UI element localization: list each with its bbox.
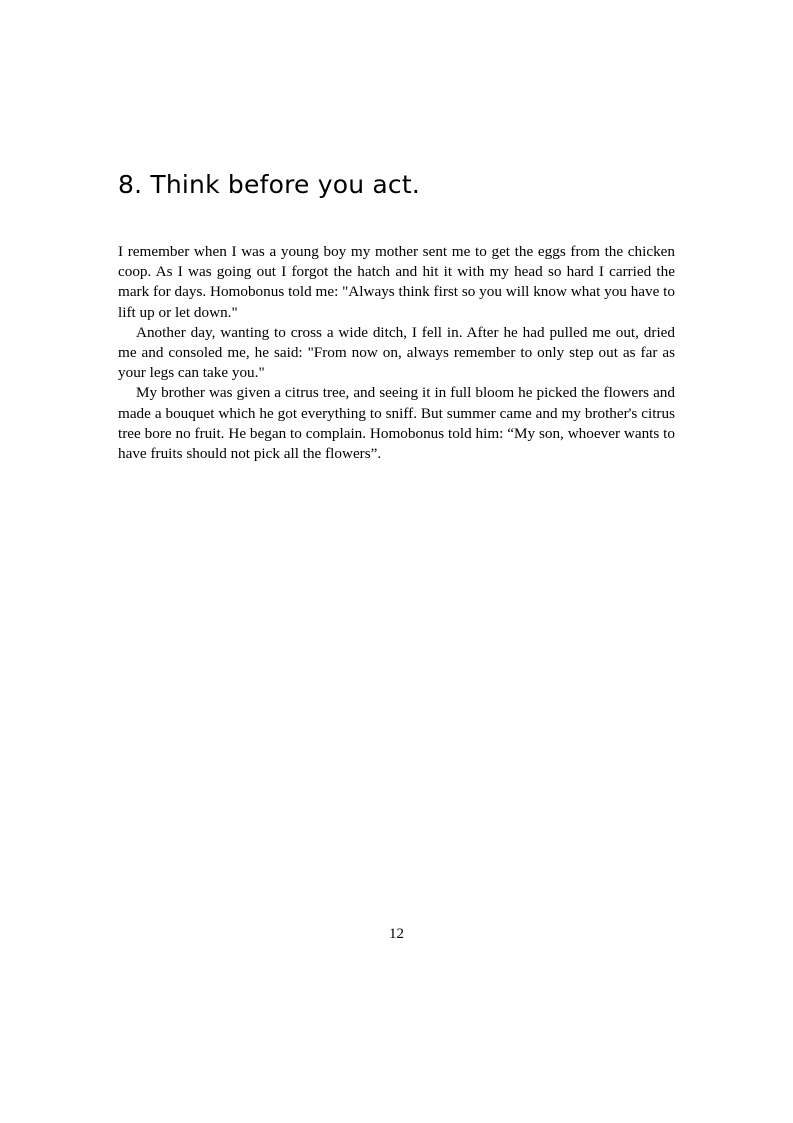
paragraph-1: I remember when I was a young boy my mother sent me to get the eggs from the chicken coop. As I was going out I forgot the hatch and hit it with my head so hard I carried the mark for days. Homobonus told me: "Always think first so you will know what you have to lift up or let down." xyxy=(118,243,675,321)
body-text xyxy=(118,242,675,464)
paragraph-2: Another day, wanting to cross a wide ditch, I fell in. After he had pulled me out, dried me and consoled me, he said: "From now on, always remember to only step out as far as your legs can take you." xyxy=(118,323,675,382)
page-title: 8. Think before you act. xyxy=(118,170,421,199)
page-number: 12 xyxy=(389,926,404,942)
paragraph-3: My brother was given a citrus tree, and seeing it in full bloom he picked the flowers and made a bouquet which he got everything to sniff. But summer came and my brother's citrus tree bore no fruit. He began to complain. Homobonus told him: “My son, whoever wants to have fruits should not pick all the flowers”. xyxy=(118,384,675,463)
page-content xyxy=(118,170,675,464)
